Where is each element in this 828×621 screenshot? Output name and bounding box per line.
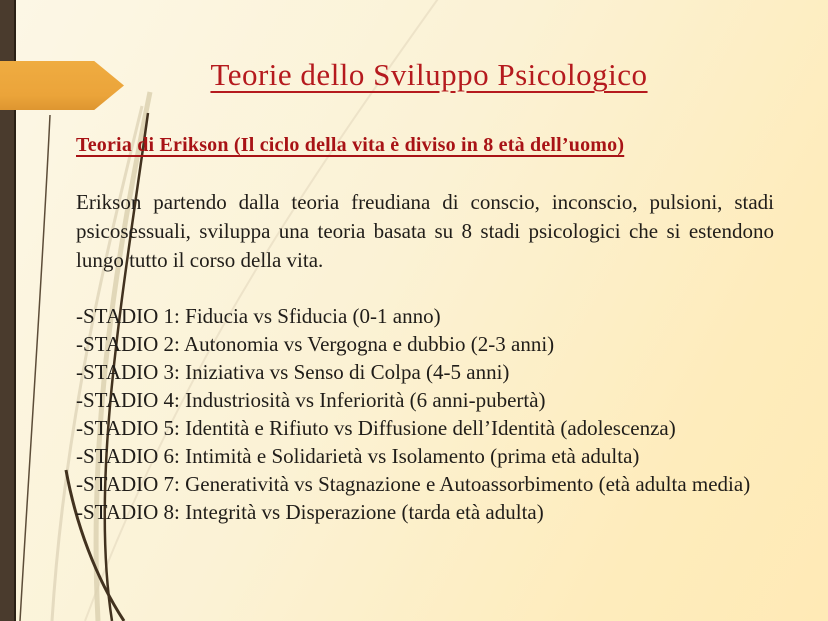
stage-list-item: -STADIO 1: Fiducia vs Sfiducia (0-1 anno): [76, 304, 441, 328]
stage-list-item: -STADIO 6: Intimità e Solidarietà vs Isolamento (prima età adulta): [76, 444, 640, 468]
slide-body: [76, 134, 774, 526]
stage-list-item: -STADIO 4: Industriosità vs Inferiorità (6 anni-pubertà): [76, 388, 546, 412]
stage-list-item: -STADIO 8: Integrità vs Disperazione (tarda età adulta): [76, 500, 544, 524]
stage-list-item: -STADIO 3: Iniziativa vs Senso di Colpa (4-5 anni): [76, 360, 510, 384]
slide-title: Teorie dello Sviluppo Psicologico: [210, 57, 648, 92]
stage-list-item: -STADIO 7: Generatività vs Stagnazione e Autoassorbimento (età adulta media): [76, 472, 751, 496]
stages-list: [76, 302, 774, 526]
section-heading: Teoria di Erikson (Il ciclo della vita è diviso in 8 età dell’uomo): [76, 134, 625, 156]
stage-list-item: -STADIO 2: Autonomia vs Vergogna e dubbio (2-3 anni): [76, 332, 555, 356]
stage-list-item: -STADIO 5: Identità e Rifiuto vs Diffusione dell’Identità (adolescenza): [76, 416, 676, 440]
body-paragraph: Erikson partendo dalla teoria freudiana di conscio, inconscio, pulsioni, stadi psicosessuali, sviluppa una teoria basata su 8 stadi psicologici che si estendono lungo tutto il corso della vita.: [76, 190, 774, 272]
